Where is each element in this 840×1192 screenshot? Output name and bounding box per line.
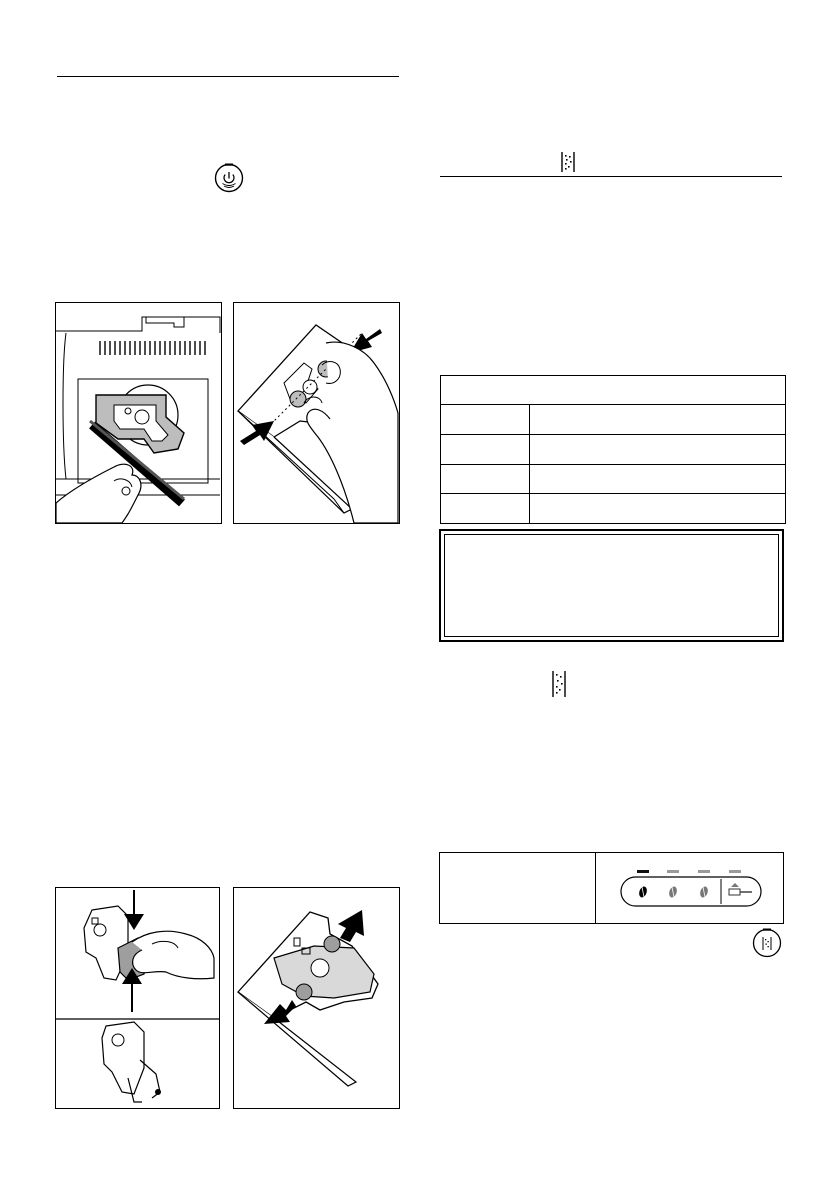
- power-icon: [214, 163, 244, 193]
- table-header-row: [441, 376, 786, 405]
- table-row: [441, 434, 786, 464]
- table-cell: [530, 494, 786, 524]
- indicator-light: [698, 870, 710, 873]
- descale-button-icon: [752, 928, 782, 958]
- indicator-light: [637, 870, 649, 873]
- indicator-light: [667, 870, 679, 873]
- table-cell: [530, 464, 786, 494]
- table-cell: [530, 434, 786, 464]
- table-cell: [441, 494, 530, 524]
- table-header-cell: [441, 376, 786, 405]
- indicator-light: [729, 870, 741, 873]
- table-row: [441, 405, 786, 435]
- brew-unit-removal-illustration: [55, 302, 222, 524]
- table-cell: [441, 434, 530, 464]
- table-cell: [530, 405, 786, 435]
- table-cell: [441, 405, 530, 435]
- table-cell: [441, 464, 530, 494]
- brew-unit-squeeze-illustration: [55, 887, 220, 1109]
- brew-unit-press-illustration: [233, 302, 400, 524]
- note-box: [439, 529, 784, 642]
- specification-table: [440, 375, 786, 524]
- table-row: [441, 494, 786, 524]
- descale-icon: [561, 151, 575, 173]
- note-box-inner: [444, 534, 779, 637]
- left-section-rule: [57, 76, 399, 77]
- table-divider: [595, 853, 596, 923]
- right-section-rule: [440, 176, 782, 177]
- descale-icon: [552, 670, 566, 698]
- control-panel-table: [439, 852, 784, 924]
- brew-unit-pull-apart-illustration: [233, 887, 400, 1109]
- table-row: [441, 464, 786, 494]
- control-panel-illustration: [616, 867, 766, 909]
